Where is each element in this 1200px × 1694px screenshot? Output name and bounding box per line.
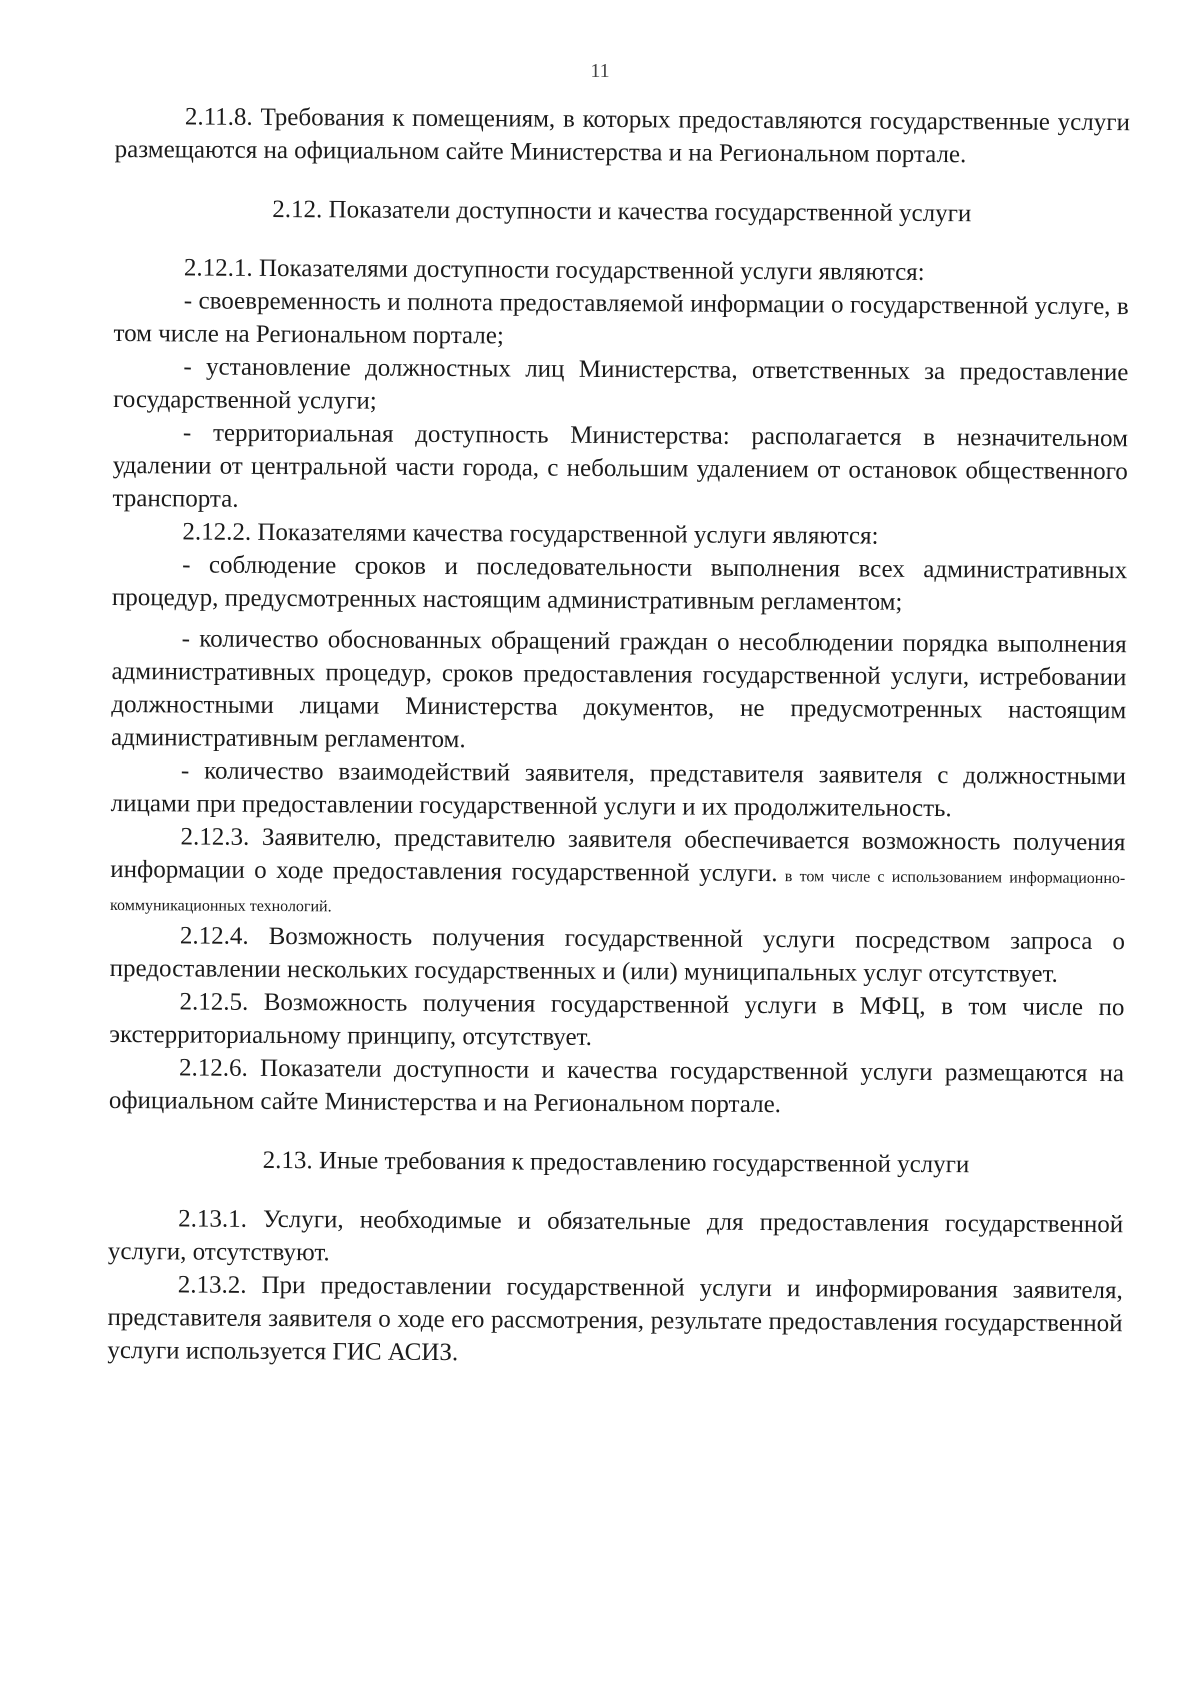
paragraph-2-13-2: 2.13.2. При предоставлении государственной услуги и информирования заявителя, представителя заявителя о ходе его рассмотрения, результате предоставления государственной услуги используется ГИС АСИЗ. — [107, 1271, 1123, 1367]
paragraph-2-12-5: 2.12.5. Возможность получения государственной услуги в МФЦ, в том числе по экстерриториальному принципу, отсутствует. — [109, 988, 1125, 1051]
paragraph-2-12-2: 2.12.2. Показателями качества государственной услуги являются: — [182, 518, 879, 550]
paragraph-2-11-8: 2.11.8. Требования к помещениям, в которых предоставляются государственные услуги размещаются на официальном сайте Министерства и на Региональном портале. — [114, 103, 1130, 169]
paragraph-2-13-1: 2.13.1. Услуги, необходимые и обязательные для предоставления государственной услуги, отсутствуют. — [107, 1205, 1124, 1267]
section-heading-2-13: 2.13. Иные требования к предоставлению государственной услуги — [262, 1146, 970, 1179]
list-item: - количество взаимодействий заявителя, представителя заявителя с должностными лицами при предоставлении государственной услуги и их продолжительность. — [110, 757, 1126, 823]
list-item: - количество обоснованных обращений граждан о несоблюдении порядка выполнения административных процедур, сроков предоставления государственной услуги, истребовании должностными лицами Министерства документов, не предусмотренных настоящим административным регламентом. — [111, 625, 1127, 754]
page-number: 11 — [590, 60, 610, 82]
document-body — [107, 100, 1130, 1373]
list-item: - соблюдение сроков и последовательности выполнения всех административных процедур, предусмотренных настоящим административным регламентом; — [111, 551, 1128, 616]
list-item: - своевременность и полнота предоставляемой информации о государственной услуге, в том числе на Региональном портале; — [113, 287, 1129, 350]
paragraph-2-12-3-small: в том числе с использованием информационно-коммуникационных технологий. — [110, 868, 1126, 916]
list-item: - установление должностных лиц Министерства, ответственных за предоставление государственной услуги; — [113, 353, 1129, 415]
paragraph-2-12-3 — [110, 820, 1126, 925]
paragraph-2-12-1: 2.12.1. Показателями доступности государственной услуги являются: — [183, 254, 925, 286]
paragraph-2-12-6: 2.12.6. Показатели доступности и качества государственной услуги размещаются на официальном сайте Министерства и на Региональном портале. — [108, 1054, 1125, 1119]
paragraph-2-12-4: 2.12.4. Возможность получения государственной услуги посредством запроса о предоставлении нескольких государственных и (или) муниципальных услуг отсутствует. — [109, 922, 1125, 988]
paragraph-2-12-3-main: 2.12.3. Заявителю, представителю заявителя обеспечивается возможность получения информации о ходе предоставления государственной услуги. — [110, 823, 1126, 888]
list-item: - территориальная доступность Министерства: располагается в незначительном удалении от центральной части города, с небольшим удалением от остановок общественного транспорта. — [112, 419, 1129, 513]
section-heading-2-12: 2.12. Показатели доступности и качества государственной услуги — [272, 195, 972, 228]
